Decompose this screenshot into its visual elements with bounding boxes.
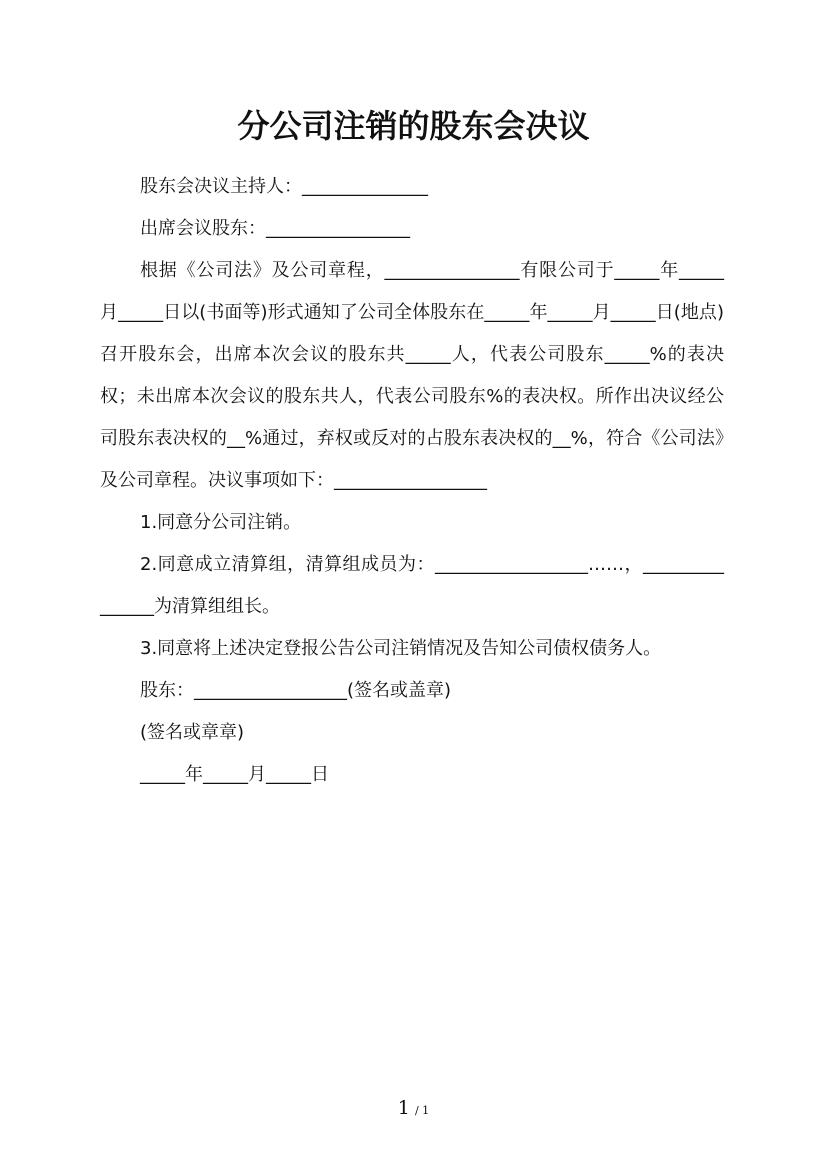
page-number: 1 xyxy=(397,1097,410,1119)
document-title: 分公司注销的股东会决议 xyxy=(237,107,590,145)
resolution-item-3: 3.同意将上述决定登报公告公司注销情况及告知公司债权债务人。 xyxy=(140,638,662,659)
document-body xyxy=(100,166,724,796)
signature-note: (签名或章章) xyxy=(140,722,245,743)
date-line: _____年_____月_____日 xyxy=(140,764,329,785)
resolution-item-2: 2.同意成立清算组，清算组成员为：_________________……，_______________为清算组组长。 xyxy=(100,554,724,617)
page-total: / 1 xyxy=(414,1104,430,1117)
attending-shareholders-line: 出席会议股东：________________ xyxy=(140,218,410,239)
page-footer xyxy=(0,1093,827,1126)
shareholder-signature-line: 股东：_________________(签名或盖章) xyxy=(140,680,452,701)
host-line: 股东会决议主持人：______________ xyxy=(140,176,428,197)
resolution-item-1: 1.同意分公司注销。 xyxy=(140,512,302,533)
resolution-preamble: 根据《公司法》及公司章程，_______________有限公司于_____年_____月_____日以(书面等)形式通知了公司全体股东在_____年_____月_____日(地点)召开股东会，出席本次会议的股东共_____人，代表公司股东_____%的表决权；未出席本次会议的股东共人，代表公司股东%的表决权。所作出决议经公司股东表决权的__%通过，弃权或反对的占股东表决权的__%，符合《公司法》及公司章程。决议事项如下：_________________ xyxy=(100,260,724,491)
